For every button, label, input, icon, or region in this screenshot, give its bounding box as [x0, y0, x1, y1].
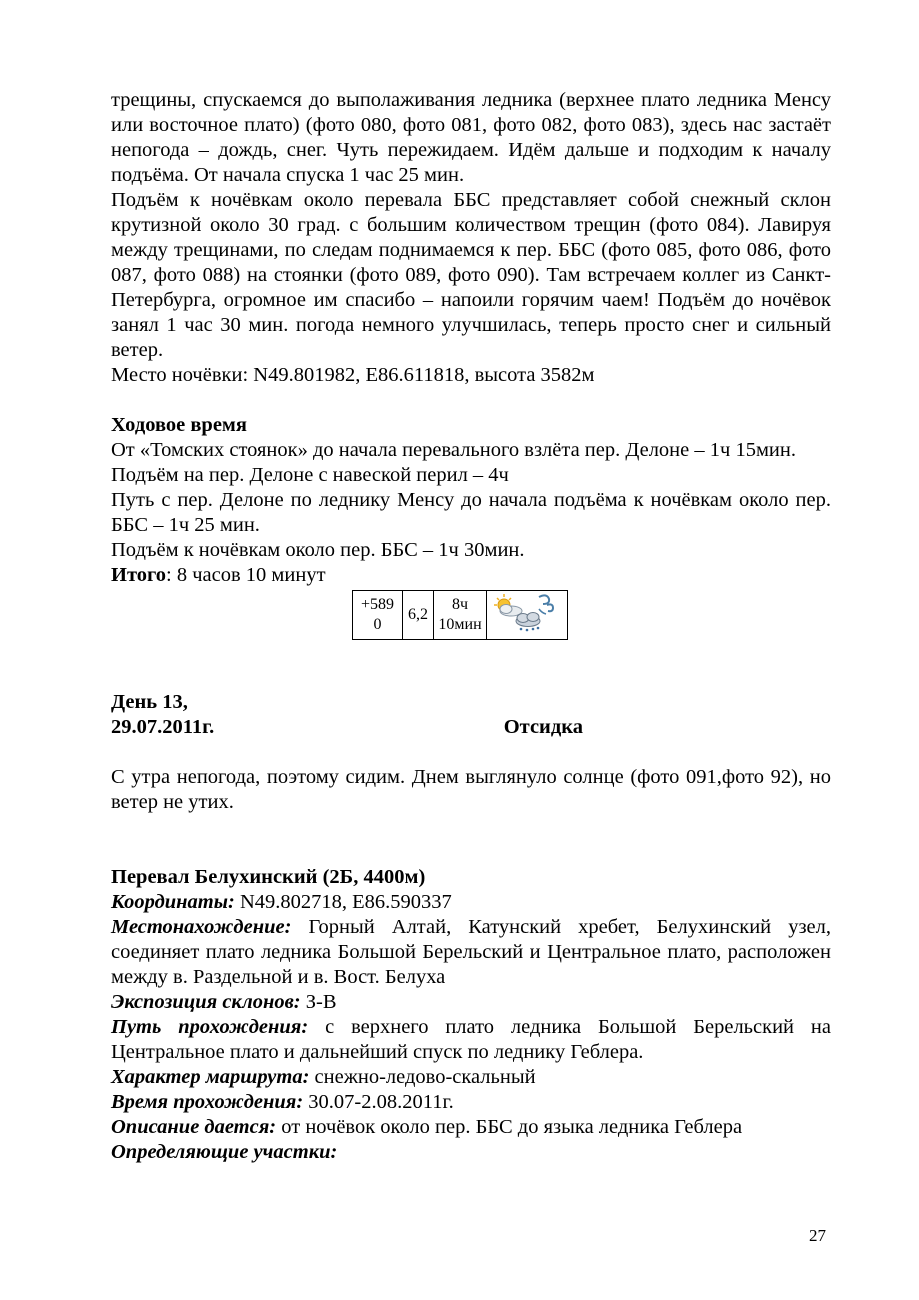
walking-time-total: [111, 563, 831, 588]
total-label: Итого: [111, 564, 167, 586]
weather-icons-cell: [487, 591, 568, 640]
pass-time: Время прохождения: 30.07-2.08.2011г.: [111, 1091, 454, 1113]
wind-icon: [539, 595, 553, 614]
weather-summary-table: [352, 590, 568, 640]
pass-coordinates: Координаты: N49.802718, E86.590337: [111, 891, 452, 913]
day-date-row: [111, 715, 831, 740]
pass-exposure: Экспозиция склонов: З-В: [111, 991, 337, 1013]
walking-time-heading: Ходовое время: [111, 414, 247, 436]
walking-time-line-4: Подъём к ночёвкам около пер. ББС – 1ч 30мин.: [111, 539, 525, 561]
walking-time-line-3: Путь с пер. Делоне по леднику Менсу до начала подъёма к ночёвкам около пер. ББС – 1ч 25 мин.: [111, 489, 831, 536]
day-title: Отсидка: [503, 716, 583, 738]
total-value: : 8 часов 10 минут: [166, 564, 326, 586]
pass-character: Характер маршрута: снежно-ледово-скальный: [111, 1066, 536, 1088]
page-number: 27: [809, 1226, 826, 1245]
walking-time-line-1: От «Томских стоянок» до начала перевального взлёта пер. Делоне – 1ч 15мин.: [111, 439, 796, 461]
time-cell: 8ч 10мин: [434, 591, 487, 640]
pass-description: Описание дается: от ночёвок около пер. ББС до языка ледника Геблера: [111, 1116, 743, 1138]
elevation-gain-cell: +589 0: [353, 591, 403, 640]
paragraph-ascent: Подъём к ночёвкам около перевала ББС представляет собой снежный склон крутизной около 30 град. с большим количеством трещин (фото 084). Лавируя между трещинами, по следам поднимаемся к пер. ББС (фото 085, фото 086, фото 087, фото 088) на стоянки (фото 089, фото 090). Там встречаем коллег из Санкт-Петербурга, огромное им спасибо – напоили горячим чаем! Подъём до ночёвок занял 1 час 30 мин. погода немного улучшилась, теперь просто снег и сильный ветер.: [111, 189, 831, 361]
sun-cloud-icon: [494, 594, 522, 616]
document-body: [111, 88, 831, 1165]
pass-path: Путь прохождения: с верхнего плато ледника Большой Берельский на Центральное плато и дальнейший спуск по леднику Геблера.: [111, 1016, 831, 1063]
pass-key-sections: Определяющие участки:: [111, 1141, 338, 1163]
day-date: 29.07.2011г.: [111, 716, 215, 738]
walking-time-line-2: Подъём на пер. Делоне с навеской перил – 4ч: [111, 464, 509, 486]
paragraph-camp-location: Место ночёвки: N49.801982, E86.611818, высота 3582м: [111, 364, 595, 386]
paragraph-descent: трещины, спускаемся до выполаживания ледника (верхнее плато ледника Менсу или восточное плато) (фото 080, фото 081, фото 082, фото 083), здесь нас застаёт непогода – дождь, снег. Чуть пережидаем. Идём дальше и подходим к началу подъёма. От начала спуска 1 час 25 мин.: [111, 89, 831, 186]
day-description: С утра непогода, поэтому сидим. Днем выглянуло солнце (фото 091,фото 92), но ветер не утих.: [111, 766, 831, 813]
pass-heading: Перевал Белухинский (2Б, 4400м): [111, 866, 426, 888]
day-number: День 13,: [111, 691, 188, 713]
distance-cell: 6,2: [403, 591, 434, 640]
snow-cloud-icon: [516, 613, 540, 632]
pass-location: Местонахождение: Горный Алтай, Катунский хребет, Белухинский узел, соединяет плато ледника Большой Берельский и Центральное плато, расположен между в. Раздельной и в. Вост. Белуха: [111, 916, 831, 988]
